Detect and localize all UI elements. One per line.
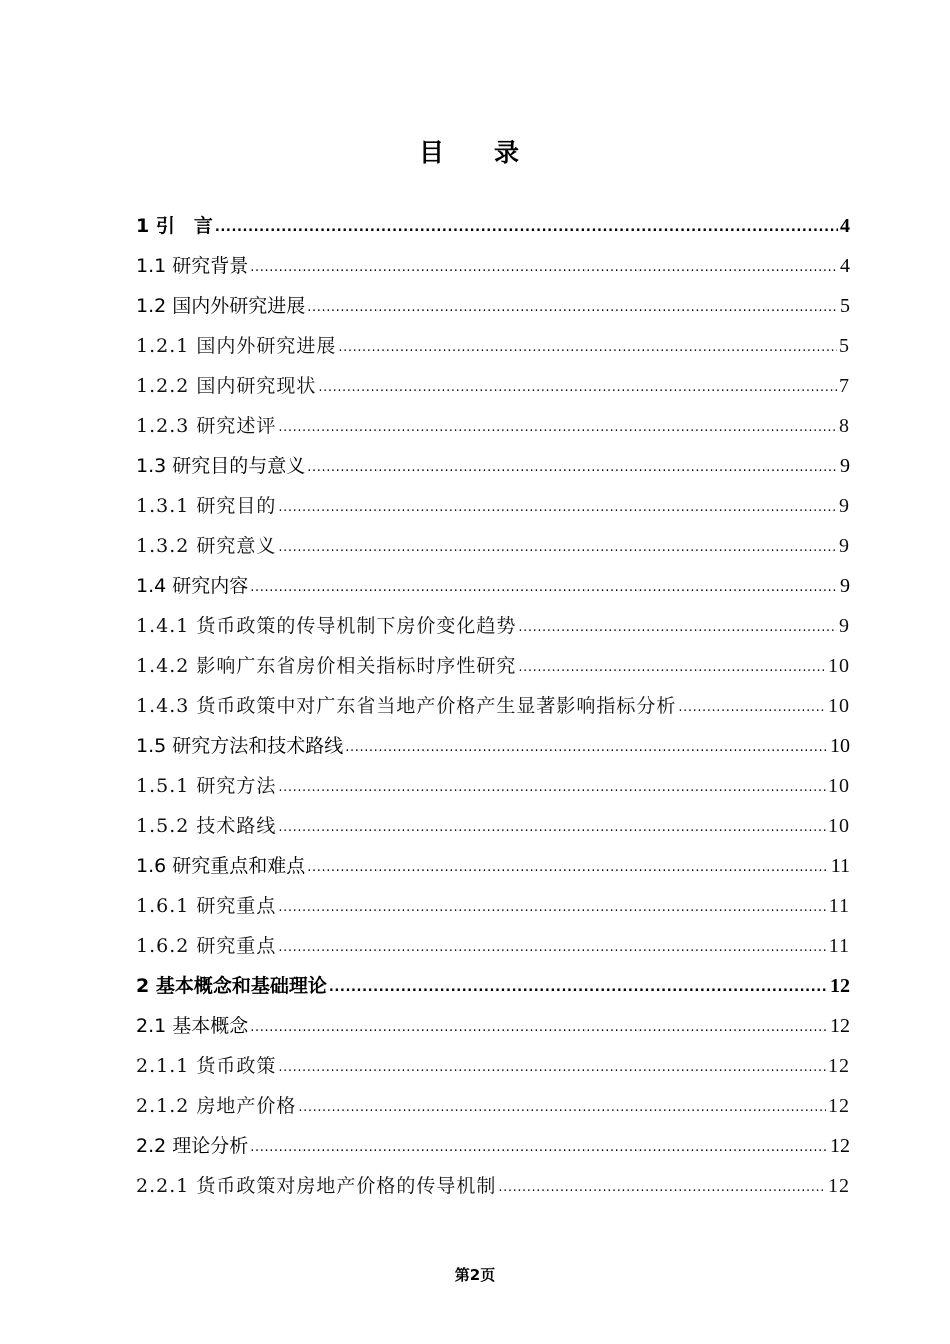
toc-entry-page: 4 (840, 255, 850, 277)
toc-entry-page: 11 (828, 935, 850, 957)
toc-entry-page: 12 (828, 1175, 850, 1197)
toc-entry[interactable] (136, 1006, 850, 1046)
toc-dot-leader (250, 565, 838, 608)
toc-dot-leader (318, 365, 837, 408)
toc-dot-leader (250, 245, 838, 288)
toc-entry[interactable] (136, 206, 850, 246)
toc-dot-leader (278, 765, 826, 808)
toc-entry[interactable] (136, 966, 850, 1006)
toc-entry[interactable] (136, 1166, 850, 1206)
toc-entry-page: 12 (828, 1095, 850, 1117)
toc-dot-leader (250, 1125, 828, 1168)
toc-entry-page: 11 (828, 895, 850, 917)
toc-entry[interactable] (136, 326, 850, 366)
toc-entry-page: 10 (828, 775, 850, 797)
toc-entry-label: 1.1 研究背景 (136, 255, 249, 277)
toc-entry-label: 2.1 基本概念 (136, 1015, 249, 1037)
toc-entry-page: 12 (830, 1015, 850, 1037)
toc-entry-label: 1.4.2 影响广东省房价相关指标时序性研究 (136, 655, 517, 677)
page-number-footer: 第2页 (454, 1266, 496, 1284)
toc-entry[interactable] (136, 246, 850, 286)
toc-entry-label: 1.5 研究方法和技术路线 (136, 735, 344, 757)
toc-dot-leader (278, 885, 826, 928)
toc-dot-leader (298, 1085, 826, 1128)
toc-dot-leader (278, 805, 826, 848)
toc-entry-page: 10 (828, 695, 850, 717)
toc-dot-leader (345, 725, 828, 768)
toc-dot-leader (278, 405, 837, 448)
toc-entry-label: 1.4 研究内容 (136, 575, 249, 597)
toc-dot-leader (338, 325, 837, 368)
toc-entry-page: 7 (839, 375, 850, 397)
page-title: 目录 (418, 138, 569, 167)
toc-entry-label: 1.3.2 研究意义 (136, 535, 277, 557)
toc-entry-label: 1.4.1 货币政策的传导机制下房价变化趋势 (136, 615, 517, 637)
toc-entry-page: 5 (840, 295, 850, 317)
toc-entry-page: 5 (839, 335, 850, 357)
toc-dot-leader (250, 1005, 828, 1048)
toc-entry-label: 1.2.3 研究述评 (136, 415, 277, 437)
toc-entry-label: 1.2.1 国内外研究进展 (136, 335, 337, 357)
toc-entry-label: 1.4.3 货币政策中对广东省当地产价格产生显著影响指标分析 (136, 695, 677, 717)
toc-entry[interactable] (136, 726, 850, 766)
toc-dot-leader (278, 925, 826, 968)
toc-entry-label: 2.1.1 货币政策 (136, 1055, 277, 1077)
toc-entry[interactable] (136, 686, 850, 726)
toc-entry-page: 10 (828, 815, 850, 837)
toc-entry-page: 11 (830, 855, 850, 877)
toc-entry-page: 9 (840, 455, 850, 477)
toc-dot-leader (278, 1045, 826, 1088)
toc-entry-label: 1.5.1 研究方法 (136, 775, 277, 797)
toc-entry-label: 1.2 国内外研究进展 (136, 295, 306, 317)
toc-entry-label: 1.2.2 国内研究现状 (136, 375, 317, 397)
toc-entry-label: 1.6.2 研究重点 (136, 935, 277, 957)
toc-entry[interactable] (136, 1086, 850, 1126)
toc-dot-leader (278, 525, 837, 568)
toc-dot-leader (307, 445, 838, 488)
toc-entry[interactable] (136, 526, 850, 566)
toc-entry-page: 9 (839, 495, 850, 517)
toc-entry-label: 2.2.1 货币政策对房地产价格的传导机制 (136, 1175, 497, 1197)
table-of-contents (136, 206, 850, 1206)
toc-dot-leader (307, 285, 838, 328)
toc-entry-page: 10 (828, 655, 850, 677)
toc-entry[interactable] (136, 406, 850, 446)
toc-entry-label: 1.6.1 研究重点 (136, 895, 277, 917)
toc-entry-label: 1.3 研究目的与意义 (136, 455, 306, 477)
toc-entry[interactable] (136, 1126, 850, 1166)
toc-entry-page: 9 (839, 535, 850, 557)
toc-entry-label: 1.5.2 技术路线 (136, 815, 277, 837)
toc-entry[interactable] (136, 286, 850, 326)
toc-entry[interactable] (136, 646, 850, 686)
toc-entry[interactable] (136, 446, 850, 486)
toc-dot-leader (278, 485, 837, 528)
toc-entry-label: 2.2 理论分析 (136, 1135, 249, 1157)
toc-dot-leader (518, 605, 837, 648)
toc-dot-leader (307, 845, 828, 888)
toc-entry-page: 8 (839, 415, 850, 437)
toc-entry[interactable] (136, 886, 850, 926)
toc-entry-page: 12 (830, 1135, 850, 1157)
toc-entry[interactable] (136, 766, 850, 806)
toc-entry[interactable] (136, 366, 850, 406)
toc-entry[interactable] (136, 566, 850, 606)
toc-entry-page: 4 (840, 215, 850, 237)
toc-entry-page: 10 (830, 735, 850, 757)
toc-dot-leader (678, 685, 826, 728)
toc-entry-label: 2 基本概念和基础理论 (136, 975, 327, 997)
toc-entry-page: 9 (840, 575, 850, 597)
toc-entry-label: 1.3.1 研究目的 (136, 495, 277, 517)
toc-entry-page: 12 (830, 975, 850, 997)
toc-entry[interactable] (136, 806, 850, 846)
toc-entry[interactable] (136, 926, 850, 966)
toc-entry-label: 1.6 研究重点和难点 (136, 855, 306, 877)
toc-entry[interactable] (136, 846, 850, 886)
toc-entry[interactable] (136, 1046, 850, 1086)
toc-dot-leader (498, 1165, 826, 1208)
toc-entry-label: 1 引 言 (136, 215, 213, 237)
toc-entry-page: 12 (828, 1055, 850, 1077)
toc-entry[interactable] (136, 606, 850, 646)
toc-entry-page: 9 (839, 615, 850, 637)
toc-dot-leader (518, 645, 826, 688)
toc-dot-leader (215, 205, 838, 248)
toc-dot-leader (329, 965, 828, 1008)
toc-entry-label: 2.1.2 房地产价格 (136, 1095, 297, 1117)
toc-entry[interactable] (136, 486, 850, 526)
